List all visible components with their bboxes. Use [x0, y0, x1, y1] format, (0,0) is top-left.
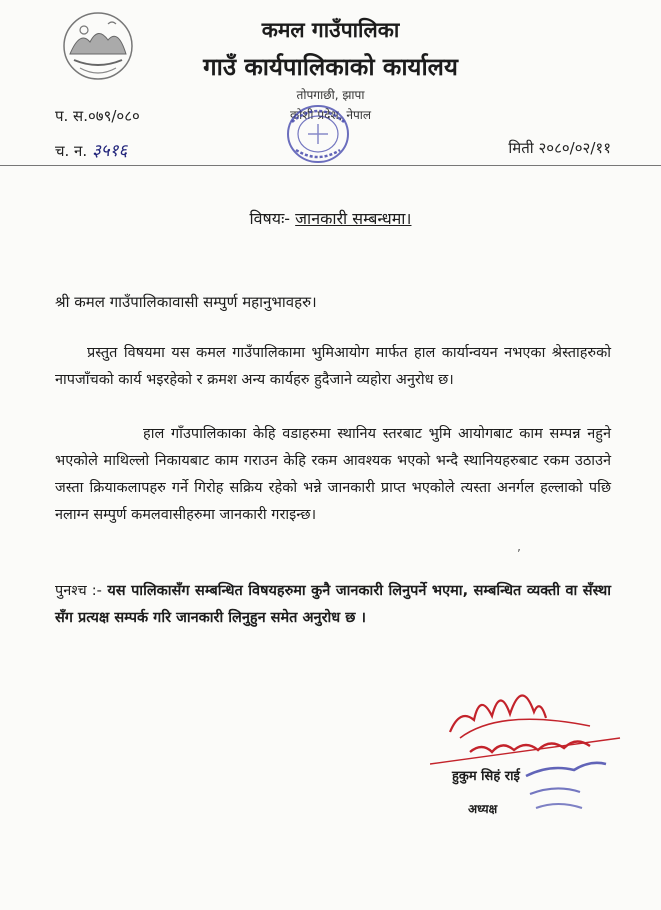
stray-mark: ’: [517, 547, 521, 561]
salutation: श्री कमल गाउँपालिकावासी सम्पुर्ण महानुभावहरु।: [55, 293, 317, 311]
ps-label: प. स.: [55, 107, 88, 125]
letter-date: [508, 138, 611, 158]
paragraph-2: हाल गाँउपालिकाका केहि वडाहरुमा स्थानिय स्तरबाट भुमि आयोगबाट काम सम्पन्न नहुने भएकोले माथिल्लो निकायबाट काम गराउन केहि रकम आवश्यक भएको भन्दै स्थानियहरुबाट रकम उठाउने जस्ता क्रियाकलापहरु गर्ने गिरोह सक्रिय रहेको भन्ने जानकारी प्राप्त भएकोले त्यस्ता अनर्गल हल्लाको पछि नलाग्न सम्पुर्ण कमलवासीहरुमा जानकारी गराइन्छ।: [55, 426, 611, 523]
paragraph-1: प्रस्तुत विषयमा यस कमल गाउँपालिकामा भुमिआयोग मार्फत हाल कार्यान्वयन नभएका श्रेस्ताहरुको नापजाँचको कार्य भइरहेको र क्रमश अन्य कार्यहरु हुदैजाने व्यहोरा अनुरोध छ।: [55, 345, 611, 388]
office-name: गाउँ कार्यपालिकाको कार्यालय: [203, 53, 458, 81]
subject-text: जानकारी सम्बन्धमा।: [295, 209, 412, 228]
address-line-2: कोशी प्रदेश, नेपाल: [289, 108, 372, 122]
subject-line: [0, 207, 661, 229]
ps-value: ०७९/०८०: [87, 107, 140, 125]
address-line-1: तोपगाछी, झापा: [296, 88, 365, 102]
cn-value-handwritten: ३५१६: [91, 141, 128, 161]
signature-stamp-icon: [430, 668, 640, 828]
signatory-designation: अध्यक्ष: [468, 802, 498, 816]
reference-cn: [55, 138, 127, 161]
office-stamp-icon: [262, 94, 374, 166]
reference-ps: [55, 106, 140, 126]
signatory-name: हुकुम सिहं राई: [452, 769, 520, 784]
postscript-label: पुनश्च :-: [55, 583, 102, 599]
date-label: मिती: [508, 139, 534, 157]
header-divider: [0, 165, 661, 166]
cn-label: च. न.: [55, 142, 88, 160]
postscript-text: यस पालिकासँग सम्बन्धित विषयहरुमा कुनै जानकारी लिनुपर्ने भएमा, सम्बन्धित व्यक्ती वा सँस्था सँग प्रत्यक्ष सम्पर्क गरि जानकारी लिनुहुन समेत अनुरोध छ ।: [55, 583, 611, 626]
org-name: कमल गाउँपालिका: [261, 18, 400, 42]
paragraph-postscript: [55, 578, 611, 632]
date-value: २०८०/०२/११: [538, 139, 611, 157]
subject-label: विषयः-: [249, 209, 291, 228]
